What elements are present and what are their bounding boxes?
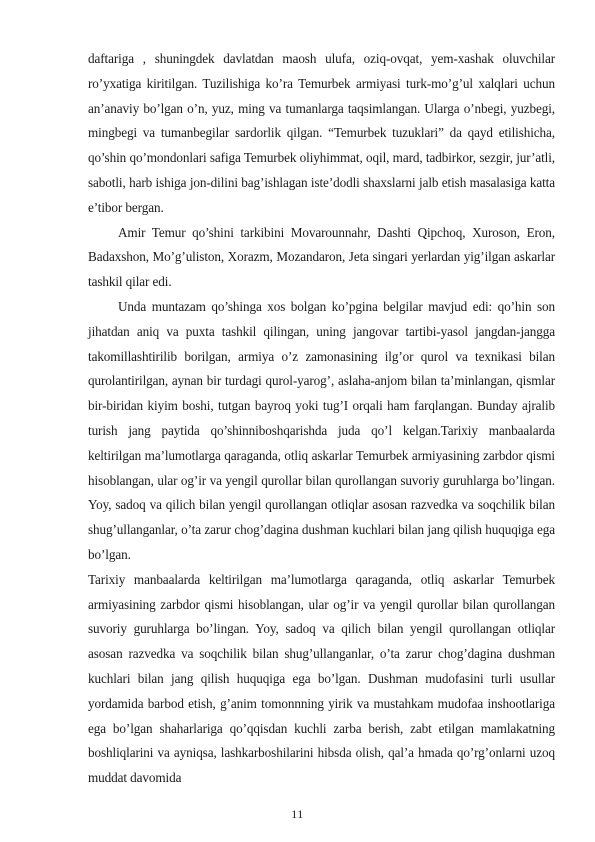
paragraph-cavalry-role: Tarixiy manbaalarda keltirilgan ma’lumotlarga qaraganda, otliq askarlar Temurbek armiyasining zarbdor qismi hisoblangan, ular og’ir va yengil qurollar bilan qurollangan suvoriy guruhlarga bo’lingan. Yoy, sadoq va qilich bilan yengil qurollangan otliqlar asosan razvedka va soqchilik bilan shug’ullanganlar, o’ta zarur chog’dagina dushman kuchlari bilan jang qilish huquqiga ega bo’lgan. Dushman mudofasini turli usullar yordamida barbod etish, g’anim tomonnning yirik va mustahkam mudofaa inshootlariga ega bo’lgan shaharlariga qo’qqisdan kuchli zarba berish, zabt etilgan mamlakatning boshliqlarini va ayniqsa, lashkarboshilarini hibsda olish, qal’a hmada qo’rg’onlarni uzoq muddat davomida — [88, 571, 555, 786]
paragraph-army-composition: Amir Temur qo’shini tarkibini Movarounnahr, Dashti Qipchoq, Xuroson, Eron, Badaxshon, Mo’g’uliston, Xorazm, Mozandaron, Jeta singari yerlardan yig’ilgan askarlar tashkil qilar edi. — [88, 224, 555, 290]
document-page — [88, 47, 555, 791]
page-number: 11 — [291, 807, 304, 821]
paragraph-regular-army-features: Unda muntazam qo’shinga xos bolgan ko’pgina belgilar mavjud edi: qo’hin son jihatdan aniq va puxta tashkil qilingan, uning jangovar tartibi-yasol jangdan-jangga takomillashtirilib borilgan, armiya o’z zamonasining ilg’or qurol va texnikasi bilan qurolantirilgan, aynan bir turdagi qurol-yarog’, aslaha-anjom bilan ta’minlangan, qismlar bir-biridan kiyim boshi, tutgan bayroq yoki tug’I orqali ham farqlangan. Bunday ajralib turish jang paytida qo’shinniboshqarishda juda qo’l kelgan.Tarixiy manbaalarda keltirilgan ma’lumotlarga qaraganda, otliq askarlar Temurbek armiyasining zarbdor qismi hisoblangan, ular og’ir va yengil qurollar bilan qurollangan suvoriy guruhlarga bo’lingan. Yoy, sadoq va qilich bilan yengil qurollangan otliqlar asosan razvedka va soqchilik bilan shug’ullanganlar, o’ta zarur chog’dagina dushman kuchlari bilan jang qilish huquqiga ega bo’lgan. — [88, 298, 555, 562]
paragraph-army-register: daftariga , shuningdek davlatdan maosh ulufa, oziq-ovqat, yem-xashak oluvchilar ro’yxatiga kiritilgan. Tuzilishiga ko’ra Temurbek armiyasi turk-mo’g’ul xalqlari uchun an’anaviy bo’lgan o’n, yuz, ming va tumanlarga taqsimlangan. Ularga o’nbegi, yuzbegi, mingbegi va tumanbegilar sardorlik qilgan. “Temurbek tuzuklari” da qayd etilishicha, qo’shin qo’mondonlari safiga Temurbek oliyhimmat, oqil, mard, tadbirkor, sezgir, jur’atli, sabotli, harb ishiga jon-dilini bag’ishlagan iste’dodli shaxslarni jalb etish masalasiga katta e’tibor bergan. — [88, 51, 555, 215]
